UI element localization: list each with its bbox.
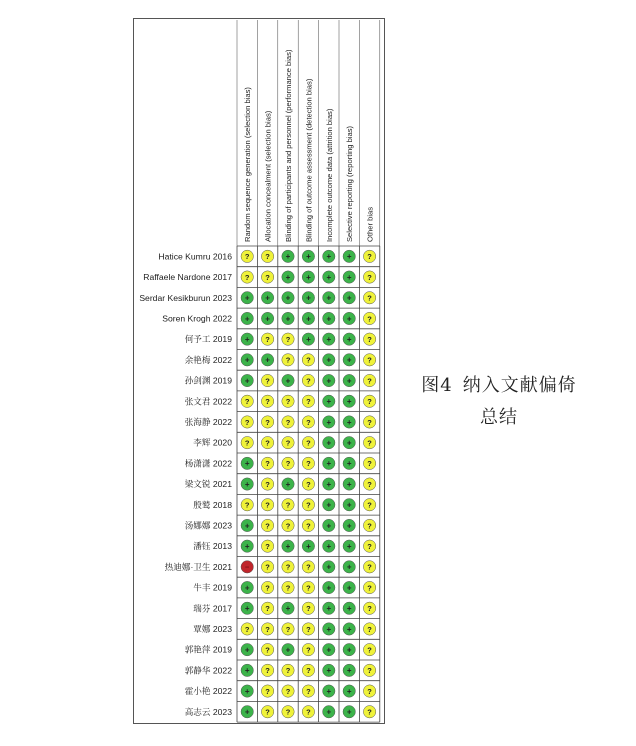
rating-symbol: ?	[367, 314, 372, 324]
rating-symbol: ?	[265, 417, 270, 427]
rating-symbol: +	[346, 562, 352, 572]
rating-symbol: ?	[244, 417, 250, 427]
study-labels	[139, 251, 232, 716]
rating-symbol: ?	[244, 500, 250, 510]
rating-symbol: ?	[285, 459, 291, 469]
rating-symbol: ?	[367, 521, 372, 531]
rating-symbol: +	[326, 417, 332, 427]
rating-symbol: +	[326, 604, 332, 614]
rating-symbol: +	[244, 376, 250, 386]
rating-symbol: +	[346, 376, 352, 386]
rating-symbol: +	[326, 252, 332, 262]
study-label: 覃娜 2023	[193, 623, 232, 634]
rating-symbol: ?	[367, 686, 372, 696]
rating-symbol: ?	[265, 707, 270, 717]
rating-symbol: +	[244, 666, 250, 676]
rating-symbol: ?	[285, 521, 291, 531]
rating-symbol: ?	[265, 604, 270, 614]
rating-symbol: +	[244, 293, 250, 303]
rating-symbol: +	[346, 604, 352, 614]
rating-symbol: ?	[367, 397, 372, 407]
rating-symbol: ?	[285, 334, 291, 344]
rating-symbol: +	[326, 355, 332, 365]
figure-caption	[404, 372, 594, 400]
rating-symbol: +	[346, 645, 352, 655]
rating-symbol: +	[346, 355, 352, 365]
rating-symbol: ?	[367, 376, 372, 386]
rating-symbol: ?	[306, 376, 311, 386]
rating-symbol: +	[326, 707, 332, 717]
study-label: 何予工 2019	[184, 334, 232, 345]
rating-symbol: ?	[306, 521, 311, 531]
rating-symbol: +	[326, 666, 332, 676]
rating-symbol: +	[346, 624, 352, 634]
rating-symbol: +	[285, 479, 291, 489]
study-label: Soren Krogh 2022	[162, 313, 232, 324]
rating-symbol: +	[285, 272, 291, 282]
rating-symbol: ?	[265, 583, 270, 593]
rating-symbol: ?	[367, 252, 372, 262]
study-label: 郭艳萍 2019	[184, 644, 232, 655]
rating-symbol: +	[346, 314, 352, 324]
rating-symbol: +	[285, 604, 291, 614]
rating-symbol: +	[244, 541, 250, 551]
rating-symbol: +	[346, 459, 352, 469]
rating-symbol: ?	[265, 459, 270, 469]
rating-symbol: ?	[265, 645, 270, 655]
rating-symbol: ?	[367, 604, 372, 614]
rating-symbol: +	[346, 252, 352, 262]
rating-symbol: +	[244, 459, 250, 469]
study-label: Serdar Kesikburun 2023	[139, 292, 232, 303]
rating-symbol: +	[265, 314, 270, 324]
rating-symbol: +	[306, 334, 311, 344]
rating-symbol: ?	[285, 397, 291, 407]
rating-symbol: +	[306, 314, 311, 324]
rating-symbol: ?	[285, 355, 291, 365]
rating-symbol: ?	[265, 252, 270, 262]
domain-header: Other bias	[365, 206, 375, 242]
rating-symbol: ?	[285, 500, 291, 510]
rating-symbol: ?	[285, 624, 291, 634]
rating-symbol: +	[346, 479, 352, 489]
study-label: 汤娜娜 2023	[184, 520, 232, 531]
rating-symbol: ?	[265, 562, 270, 572]
rating-symbol: ?	[265, 479, 270, 489]
study-label: Hatice Kumru 2016	[158, 251, 232, 262]
rating-symbol: +	[244, 645, 250, 655]
rating-symbol: +	[326, 272, 332, 282]
rating-symbol: ?	[367, 500, 372, 510]
study-label: Raffaele Nardone 2017	[143, 272, 232, 283]
rating-symbol: ?	[244, 624, 250, 634]
rating-symbol: +	[326, 397, 332, 407]
rating-symbol: ?	[265, 272, 270, 282]
rating-symbol: +	[244, 583, 250, 593]
rating-symbol: ?	[265, 334, 270, 344]
figure-label: 图4	[421, 375, 453, 396]
rating-symbol: ?	[367, 541, 372, 551]
rating-symbol: +	[326, 293, 332, 303]
rating-symbol: ?	[367, 459, 372, 469]
figure-title-line2: 总结	[480, 407, 518, 428]
rating-symbol: ?	[367, 624, 372, 634]
study-label: 张文君 2022	[184, 396, 232, 407]
rating-symbol: ?	[306, 583, 311, 593]
rating-symbol: ?	[306, 438, 311, 448]
rating-symbol: +	[306, 252, 311, 262]
study-label: 郭静华 2022	[184, 665, 232, 676]
rating-symbol: ?	[367, 355, 372, 365]
rating-symbol: +	[346, 583, 352, 593]
rating-symbol: +	[346, 417, 352, 427]
rating-symbol: +	[326, 645, 332, 655]
rating-symbol: ?	[367, 666, 372, 676]
study-label: 李辉 2020	[193, 437, 232, 448]
rating-symbol: +	[326, 500, 332, 510]
rating-symbol: +	[306, 293, 311, 303]
study-label: 霍小艳 2022	[184, 686, 232, 697]
rating-symbol: +	[244, 686, 250, 696]
rating-symbol: ?	[367, 479, 372, 489]
rating-symbol: ?	[306, 604, 311, 614]
rating-symbol: ?	[265, 686, 270, 696]
rating-symbol: +	[326, 376, 332, 386]
study-label: 牛丰 2019	[193, 582, 232, 593]
rating-symbol: ?	[306, 397, 311, 407]
study-label: 瑞芬 2017	[193, 603, 232, 614]
rating-symbol: ?	[306, 666, 311, 676]
rating-symbol: ?	[265, 376, 270, 386]
study-label: 热迪娜·卫生 2021	[164, 561, 232, 572]
rating-symbol: +	[285, 293, 291, 303]
rating-symbol: +	[346, 686, 352, 696]
rating-symbol: ?	[244, 252, 250, 262]
rating-symbol: ?	[244, 397, 250, 407]
rating-symbol: +	[346, 666, 352, 676]
rating-symbol: ?	[306, 417, 311, 427]
rating-symbol: ?	[285, 417, 291, 427]
rating-symbol: ?	[306, 562, 311, 572]
study-label: 殷鹫 2018	[193, 499, 232, 510]
rating-symbol: ?	[285, 707, 291, 717]
rating-symbol: +	[346, 293, 352, 303]
study-label: 孙剑渊 2019	[184, 375, 232, 386]
rating-symbol: +	[244, 355, 250, 365]
study-label: 高志云 2023	[184, 706, 232, 717]
rating-symbol: +	[285, 541, 291, 551]
rating-symbol: +	[346, 438, 352, 448]
rating-symbol: ?	[285, 562, 291, 572]
domain-header: Incomplete outcome data (attrition bias)	[324, 108, 334, 242]
rating-symbol: +	[285, 252, 291, 262]
rating-symbol: ?	[265, 541, 270, 551]
rating-symbol: +	[346, 500, 352, 510]
rating-symbol: +	[306, 272, 311, 282]
study-label: 余艳梅 2022	[184, 354, 232, 365]
rating-symbol: +	[346, 334, 352, 344]
rating-symbol: ?	[265, 500, 270, 510]
rating-symbol: +	[244, 521, 250, 531]
rating-symbol: ?	[265, 521, 270, 531]
rating-symbol: ?	[306, 645, 311, 655]
rating-symbol: +	[244, 334, 250, 344]
rob-cells	[241, 250, 376, 718]
rating-symbol: +	[285, 645, 291, 655]
study-label: 潘钰 2013	[193, 541, 232, 552]
rating-symbol: +	[306, 541, 311, 551]
rating-symbol: ?	[367, 272, 372, 282]
rating-symbol: +	[265, 293, 270, 303]
rating-symbol: −	[245, 562, 250, 572]
rating-symbol: ?	[244, 272, 250, 282]
rating-symbol: +	[346, 272, 352, 282]
rating-symbol: ?	[244, 438, 250, 448]
domain-header: Random sequence generation (selection bias)	[243, 87, 253, 242]
study-label: 梁文锐 2021	[184, 479, 232, 490]
rating-symbol: +	[285, 376, 291, 386]
rating-symbol: ?	[285, 686, 291, 696]
rating-symbol: ?	[265, 624, 270, 634]
rating-symbol: ?	[306, 479, 311, 489]
rating-symbol: +	[326, 686, 332, 696]
rating-symbol: +	[244, 314, 250, 324]
rating-symbol: ?	[367, 583, 372, 593]
domain-headers	[243, 49, 374, 242]
rating-symbol: +	[346, 707, 352, 717]
rating-symbol: +	[346, 541, 352, 551]
rating-symbol: ?	[265, 438, 270, 448]
rating-symbol: ?	[367, 293, 372, 303]
rating-symbol: +	[346, 397, 352, 407]
rating-symbol: +	[244, 604, 250, 614]
rating-symbol: ?	[367, 438, 372, 448]
figure-caption-continued	[404, 404, 594, 432]
rating-symbol: ?	[367, 707, 372, 717]
rating-symbol: ?	[285, 666, 291, 676]
rating-symbol: ?	[367, 417, 372, 427]
rating-symbol: ?	[306, 707, 311, 717]
rating-symbol: ?	[367, 562, 372, 572]
rating-symbol: +	[326, 459, 332, 469]
rating-symbol: +	[244, 707, 250, 717]
rating-symbol: +	[326, 541, 332, 551]
rating-symbol: +	[326, 479, 332, 489]
rating-symbol: ?	[367, 645, 372, 655]
rating-symbol: +	[326, 521, 332, 531]
rating-symbol: +	[244, 479, 250, 489]
rating-symbol: ?	[265, 397, 270, 407]
domain-header: Allocation concealment (selection bias)	[263, 110, 273, 242]
rating-symbol: ?	[285, 438, 291, 448]
rating-symbol: +	[326, 562, 332, 572]
rating-symbol: ?	[367, 334, 372, 344]
rating-symbol: +	[326, 438, 332, 448]
study-label: 杨潇潇 2022	[184, 458, 232, 469]
rating-symbol: ?	[306, 355, 311, 365]
domain-header: Blinding of outcome assessment (detection bias)	[304, 78, 314, 242]
rating-symbol: +	[346, 521, 352, 531]
rating-symbol: ?	[306, 459, 311, 469]
rating-symbol: +	[326, 314, 332, 324]
rating-symbol: ?	[265, 666, 270, 676]
figure-title-line1: 纳入文献偏倚	[462, 375, 577, 396]
rating-symbol: ?	[306, 686, 311, 696]
domain-header: Selective reporting (reporting bias)	[345, 125, 355, 242]
rating-symbol: ?	[306, 624, 311, 634]
rating-symbol: +	[326, 334, 332, 344]
rating-symbol: ?	[306, 500, 311, 510]
domain-header: Blinding of participants and personnel (performance bias)	[284, 49, 293, 242]
rating-symbol: +	[285, 314, 291, 324]
rating-symbol: +	[265, 355, 270, 365]
rating-symbol: +	[326, 583, 332, 593]
rating-symbol: ?	[285, 583, 291, 593]
study-label: 张海静 2022	[184, 416, 232, 427]
rating-symbol: +	[326, 624, 332, 634]
